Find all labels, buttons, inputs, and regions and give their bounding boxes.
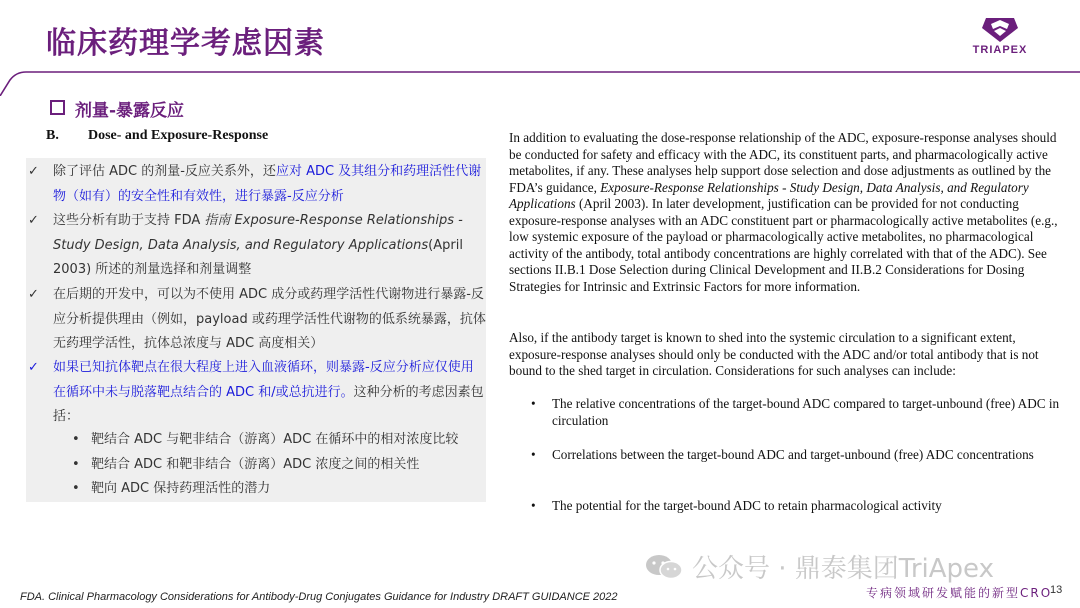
guidance-excerpt [509, 130, 1069, 513]
watermark [644, 548, 994, 585]
page-title: 临床药理学考虑因素 [46, 26, 325, 61]
square-bullet-icon [50, 100, 65, 115]
summary-sub-bullet-1-text: 靶结合 ADC 与靶非结合（游离）ADC 在循环中的相对浓度比较 [91, 432, 459, 447]
company-tagline: 专病领域研发赋能的新型CRO [866, 586, 1053, 600]
page-number: 13 [1050, 584, 1063, 596]
bullet-dot-icon: • [531, 498, 536, 513]
guidance-bullet-2 [509, 447, 1069, 464]
summary-bullet-4-text-a: 如果已知抗体靶点在很大程度上进入血液循环，则暴露-反应分析应仅使用在循环中未与脱落靶点结合的 ADC 和/或总抗进行。 [53, 360, 474, 400]
summary-bullet-1 [26, 160, 486, 209]
summary-sub-bullet-3 [26, 477, 486, 502]
summary-bullet-1-text-b: 应对 ADC 及其组分和药理活性代谢物（如有）的安全性和有效性，进行暴露-反应分析 [53, 164, 482, 204]
watermark-text: 公众号 · 鼎泰集团TriApex [692, 554, 994, 584]
summary-bullet-2 [26, 209, 486, 283]
guidance-bullet-2-text: Correlations between the target-bound ADC and target-unbound (free) ADC concentrations [552, 447, 1034, 462]
guidance-bullet-1-text: The relative concentrations of the target-bound ADC compared to target-unbound (free) ADC in circulation [552, 396, 1060, 428]
summary-sub-bullet-3-text: 靶向 ADC 保持药理活性的潜力 [91, 481, 271, 496]
summary-bullet-2-text-b: 指南 Exposure-Response Relationships - Study Design, Data Analysis, and Regulatory Applications [53, 213, 463, 253]
doc-heading-text: Dose- and Exposure-Response [88, 128, 269, 143]
guidance-paragraph-1-italic: Exposure-Response Relationships - Study Design, Data Analysis, and Regulatory Applications [509, 179, 1029, 211]
summary-bullet-2-text-a: 这些分析有助于支持 FDA [53, 213, 205, 228]
section-title-text: 剂量-暴露反应 [75, 101, 185, 121]
guidance-bullet-3 [509, 498, 1069, 515]
bullet-dot-icon: • [72, 457, 80, 472]
triapex-logo-icon [960, 14, 1040, 44]
bullet-dot-icon: • [531, 396, 536, 411]
summary-sub-bullet-2-text: 靶结合 ADC 和靶非结合（游离）ADC 浓度之间的相关性 [91, 457, 420, 472]
bullet-dot-icon: • [72, 432, 80, 447]
header-divider [0, 66, 1080, 96]
guidance-paragraph-1-a: In addition to evaluating the dose-response relationship of the ADC, exposure-response analyses should be conducted for safety and efficacy with the ADC, its constituent parts, and pharmacologically active metabolites, if any. These analyses help support dose selection and dose adjustments as outlined by the FDA’s guidance, [509, 130, 1057, 195]
check-icon: ✓ [28, 360, 39, 375]
check-icon: ✓ [28, 164, 39, 179]
summary-sub-bullet-1 [26, 428, 486, 453]
guidance-bullet-1 [509, 396, 1069, 429]
guidance-paragraph-1-b: (April 2003). In later development, justification can be provided for not conducting exposure-response analyses with an ADC constituent part or pharmacologically active metabolites (e.g., low systemic exposure of the payload or pharmacologically active metabolites, no pharmacological activity of the antibody, total antibody concentrations are highly correlated with that of the ADC). See sections II.B.1 Dose Selection during Clinical Development and II.B.2 Considerations for Dosing Strategies for Intrinsic and Extrinsic Factors for more information. [509, 196, 1058, 294]
guidance-paragraph-1 [509, 130, 1069, 295]
summary-sub-bullet-2 [26, 453, 486, 478]
summary-bullet-1-text-a: 除了评估 ADC 的剂量-反应关系外，还 [53, 164, 276, 179]
doc-heading [46, 128, 268, 144]
guidance-paragraph-2: Also, if the antibody target is known to shed into the systemic circulation to a significant extent, exposure-response analyses should only be conducted with the ADC and/or total antibody that is not bound to the shed target in circulation. Considerations for such analyses can include: [509, 330, 1039, 378]
summary-bullet-4 [26, 356, 486, 430]
bullet-dot-icon: • [531, 447, 536, 462]
summary-bullet-3 [26, 283, 486, 357]
summary-panel [26, 158, 486, 502]
doc-heading-number: B. [46, 128, 59, 143]
summary-bullet-2-text-c: (April 2003) 所述的剂量选择和剂量调整 [53, 237, 463, 277]
summary-bullet-4-text-b: 这种分析的考虑因素包括： [53, 384, 484, 424]
triapex-logo [960, 14, 1040, 60]
source-citation: FDA. Clinical Pharmacology Considerations for Antibody-Drug Conjugates Guidance for Industry DRAFT GUIDANCE 2022 [20, 591, 618, 603]
check-icon: ✓ [28, 287, 39, 302]
logo-text: TRIAPEX [972, 44, 1028, 56]
guidance-bullet-3-text: The potential for the target-bound ADC to retain pharmacological activity [552, 498, 942, 513]
section-title [50, 96, 184, 121]
wechat-icon [644, 553, 684, 581]
summary-bullet-3-text: 在后期的开发中，可以为不使用 ADC 成分或药理学活性代谢物进行暴露-反应分析提供理由（例如，payload 或药理学活性代谢物的低系统暴露，抗体无药理学活性，抗体总浓度与 ADC 高度相关） [53, 287, 486, 351]
check-icon: ✓ [28, 213, 39, 228]
bullet-dot-icon: • [72, 481, 80, 496]
